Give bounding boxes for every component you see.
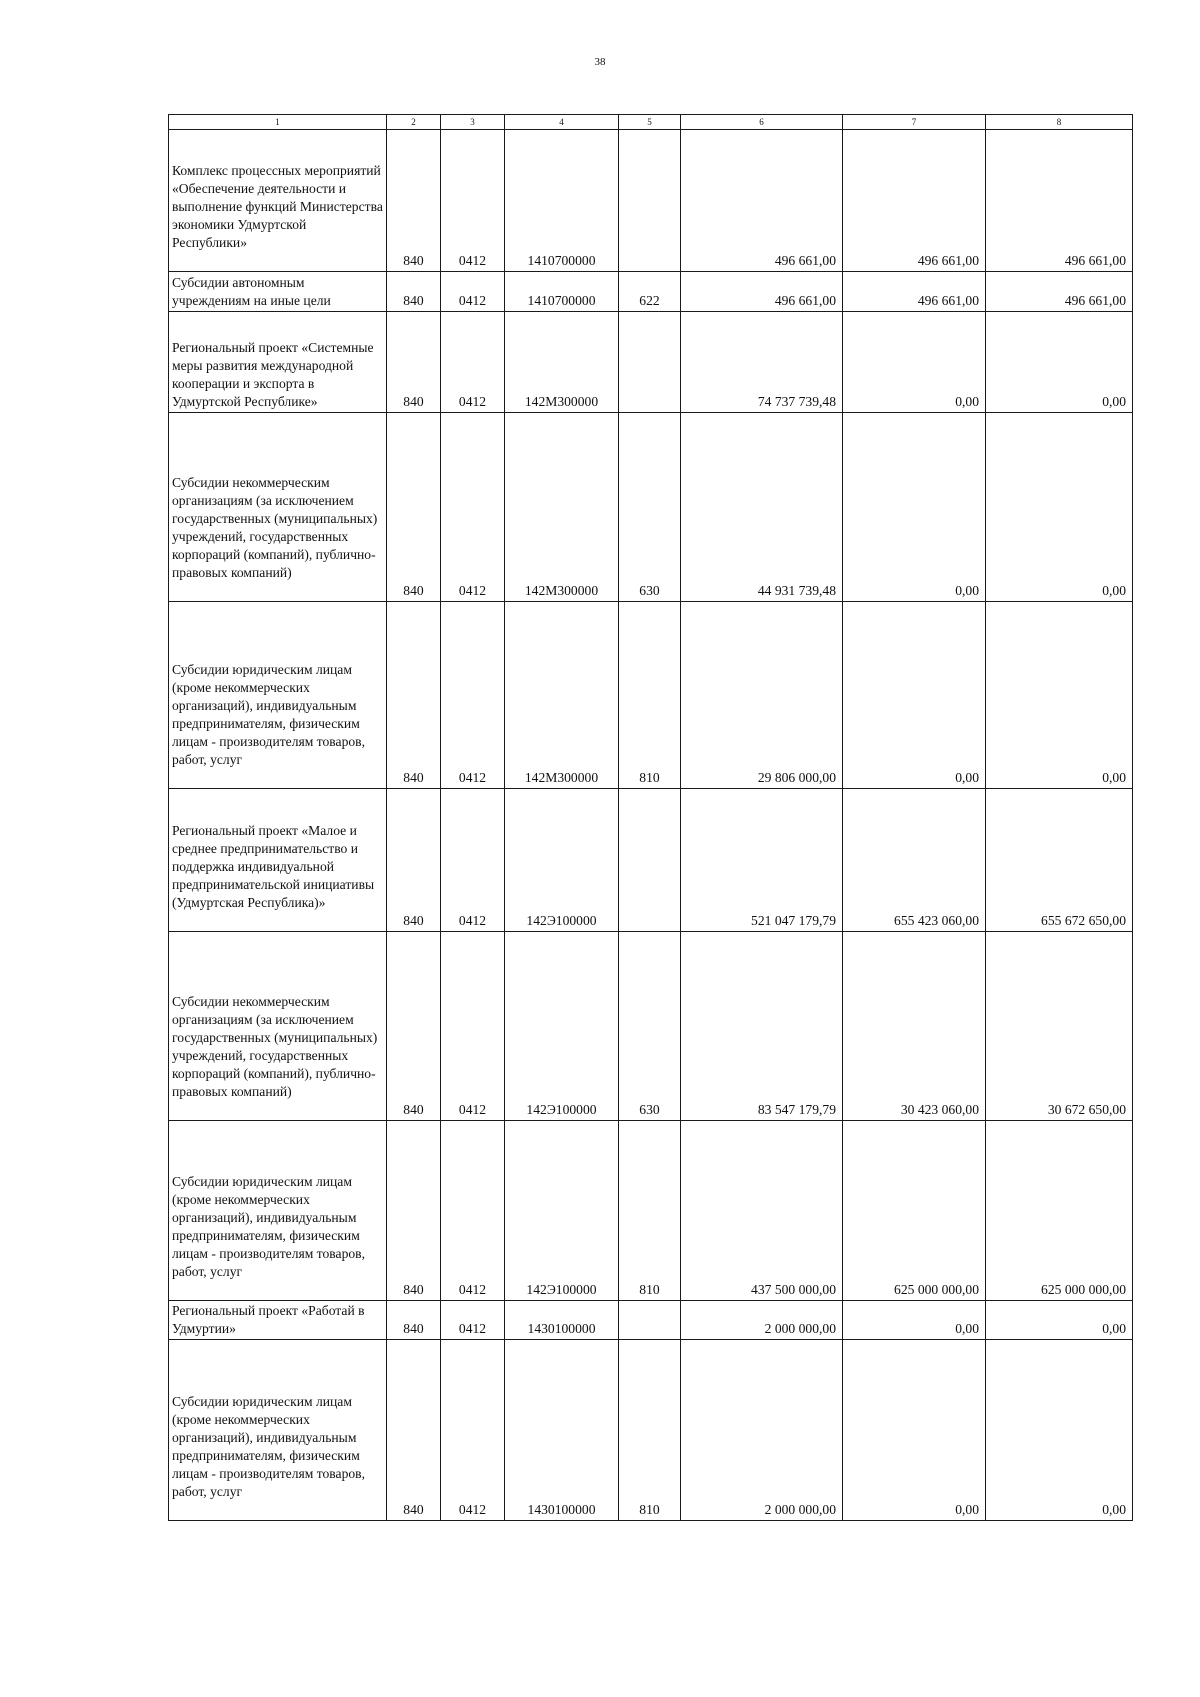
column-header: 5 bbox=[619, 115, 681, 130]
admin-code-cell: 840 bbox=[387, 130, 441, 272]
column-header: 8 bbox=[986, 115, 1133, 130]
target-code-cell: 1430100000 bbox=[505, 1340, 619, 1521]
section-code-cell: 0412 bbox=[441, 1121, 505, 1301]
section-code-cell: 0412 bbox=[441, 413, 505, 602]
admin-code-cell: 840 bbox=[387, 312, 441, 413]
row-name: Субсидии автономным учреждениям на иные цели bbox=[172, 275, 331, 308]
section-code-cell: 0412 bbox=[441, 932, 505, 1121]
expense-type-cell bbox=[619, 130, 681, 272]
column-header: 3 bbox=[441, 115, 505, 130]
row-name: Региональный проект «Малое и среднее предпринимательство и поддержка индивидуальной предпринимательской инициативы (Удмуртская Республика)» bbox=[172, 823, 375, 910]
section-code-cell: 0412 bbox=[441, 602, 505, 789]
row-name-cell bbox=[169, 932, 387, 1121]
page-number: 38 bbox=[594, 56, 606, 68]
target-code-cell: 142Э100000 bbox=[505, 932, 619, 1121]
amount-col7-cell: 625 000 000,00 bbox=[843, 1121, 986, 1301]
table-header bbox=[169, 115, 1133, 130]
amount-col8-cell: 30 672 650,00 bbox=[986, 932, 1133, 1121]
admin-code-cell: 840 bbox=[387, 602, 441, 789]
target-code-cell: 142M300000 bbox=[505, 312, 619, 413]
amount-col6-cell: 83 547 179,79 bbox=[681, 932, 843, 1121]
table-row bbox=[169, 1301, 1133, 1340]
amount-col6-cell: 437 500 000,00 bbox=[681, 1121, 843, 1301]
column-header: 2 bbox=[387, 115, 441, 130]
amount-col8-cell: 625 000 000,00 bbox=[986, 1121, 1133, 1301]
amount-col8-cell: 0,00 bbox=[986, 312, 1133, 413]
row-name-cell bbox=[169, 1340, 387, 1521]
row-name-cell bbox=[169, 130, 387, 272]
amount-col7-cell: 30 423 060,00 bbox=[843, 932, 986, 1121]
amount-col7-cell: 496 661,00 bbox=[843, 272, 986, 312]
table-row bbox=[169, 413, 1133, 602]
column-header: 1 bbox=[169, 115, 387, 130]
amount-col7-cell: 0,00 bbox=[843, 1340, 986, 1521]
column-number-row bbox=[169, 115, 1133, 130]
table-row bbox=[169, 312, 1133, 413]
amount-col6-cell: 44 931 739,48 bbox=[681, 413, 843, 602]
amount-col6-cell: 2 000 000,00 bbox=[681, 1340, 843, 1521]
row-name-cell bbox=[169, 413, 387, 602]
table-row bbox=[169, 1340, 1133, 1521]
admin-code-cell: 840 bbox=[387, 1340, 441, 1521]
row-name-cell bbox=[169, 312, 387, 413]
admin-code-cell: 840 bbox=[387, 1121, 441, 1301]
target-code-cell: 1410700000 bbox=[505, 272, 619, 312]
row-name: Региональный проект «Работай в Удмуртии» bbox=[172, 1303, 365, 1336]
amount-col6-cell: 521 047 179,79 bbox=[681, 789, 843, 932]
row-name: Региональный проект «Системные меры развития международной кооперации и экспорта в Удмуртской Республике» bbox=[172, 340, 374, 409]
row-name: Субсидии юридическим лицам (кроме некоммерческих организаций), индивидуальным предпринимателям, физическим лицам - производителям товаров, работ, услуг bbox=[172, 1174, 365, 1279]
amount-col7-cell: 655 423 060,00 bbox=[843, 789, 986, 932]
table-row bbox=[169, 932, 1133, 1121]
row-name: Субсидии некоммерческим организациям (за исключением государственных (муниципальных) учреждений, государственных корпораций (компаний), публично-правовых компаний) bbox=[172, 994, 378, 1099]
amount-col7-cell: 496 661,00 bbox=[843, 130, 986, 272]
expense-type-cell: 810 bbox=[619, 1340, 681, 1521]
expense-type-cell bbox=[619, 789, 681, 932]
admin-code-cell: 840 bbox=[387, 932, 441, 1121]
column-header: 4 bbox=[505, 115, 619, 130]
amount-col6-cell: 496 661,00 bbox=[681, 272, 843, 312]
amount-col8-cell: 0,00 bbox=[986, 1301, 1133, 1340]
expense-type-cell bbox=[619, 1301, 681, 1340]
section-code-cell: 0412 bbox=[441, 272, 505, 312]
table-row bbox=[169, 1121, 1133, 1301]
expense-type-cell: 630 bbox=[619, 932, 681, 1121]
row-name: Комплекс процессных мероприятий «Обеспечение деятельности и выполнение функций Министерства экономики Удмуртской Республики» bbox=[172, 163, 383, 250]
target-code-cell: 142M300000 bbox=[505, 413, 619, 602]
expense-type-cell: 622 bbox=[619, 272, 681, 312]
admin-code-cell: 840 bbox=[387, 789, 441, 932]
section-code-cell: 0412 bbox=[441, 789, 505, 932]
table-row bbox=[169, 272, 1133, 312]
amount-col8-cell: 0,00 bbox=[986, 1340, 1133, 1521]
amount-col6-cell: 496 661,00 bbox=[681, 130, 843, 272]
row-name-cell bbox=[169, 1301, 387, 1340]
row-name: Субсидии юридическим лицам (кроме некоммерческих организаций), индивидуальным предпринимателям, физическим лицам - производителям товаров, работ, услуг bbox=[172, 1394, 365, 1499]
row-name-cell bbox=[169, 789, 387, 932]
row-name-cell bbox=[169, 1121, 387, 1301]
amount-col8-cell: 496 661,00 bbox=[986, 272, 1133, 312]
column-header: 6 bbox=[681, 115, 843, 130]
row-name-cell bbox=[169, 602, 387, 789]
target-code-cell: 142Э100000 bbox=[505, 789, 619, 932]
table-row bbox=[169, 130, 1133, 272]
expense-type-cell bbox=[619, 312, 681, 413]
amount-col6-cell: 74 737 739,48 bbox=[681, 312, 843, 413]
section-code-cell: 0412 bbox=[441, 1301, 505, 1340]
row-name: Субсидии юридическим лицам (кроме некоммерческих организаций), индивидуальным предпринимателям, физическим лицам - производителям товаров, работ, услуг bbox=[172, 662, 365, 767]
amount-col8-cell: 0,00 bbox=[986, 602, 1133, 789]
amount-col6-cell: 29 806 000,00 bbox=[681, 602, 843, 789]
column-header: 7 bbox=[843, 115, 986, 130]
budget-table bbox=[168, 114, 1133, 1521]
expense-type-cell: 810 bbox=[619, 1121, 681, 1301]
section-code-cell: 0412 bbox=[441, 312, 505, 413]
section-code-cell: 0412 bbox=[441, 1340, 505, 1521]
admin-code-cell: 840 bbox=[387, 1301, 441, 1340]
expense-type-cell: 630 bbox=[619, 413, 681, 602]
table-row bbox=[169, 602, 1133, 789]
admin-code-cell: 840 bbox=[387, 413, 441, 602]
target-code-cell: 1430100000 bbox=[505, 1301, 619, 1340]
section-code-cell: 0412 bbox=[441, 130, 505, 272]
target-code-cell: 1410700000 bbox=[505, 130, 619, 272]
amount-col7-cell: 0,00 bbox=[843, 413, 986, 602]
amount-col8-cell: 0,00 bbox=[986, 413, 1133, 602]
row-name-cell bbox=[169, 272, 387, 312]
expense-type-cell: 810 bbox=[619, 602, 681, 789]
amount-col7-cell: 0,00 bbox=[843, 312, 986, 413]
amount-col7-cell: 0,00 bbox=[843, 602, 986, 789]
admin-code-cell: 840 bbox=[387, 272, 441, 312]
table-row bbox=[169, 789, 1133, 932]
target-code-cell: 142Э100000 bbox=[505, 1121, 619, 1301]
target-code-cell: 142M300000 bbox=[505, 602, 619, 789]
row-name: Субсидии некоммерческим организациям (за исключением государственных (муниципальных) учреждений, государственных корпораций (компаний), публично-правовых компаний) bbox=[172, 475, 378, 580]
amount-col8-cell: 496 661,00 bbox=[986, 130, 1133, 272]
amount-col7-cell: 0,00 bbox=[843, 1301, 986, 1340]
amount-col6-cell: 2 000 000,00 bbox=[681, 1301, 843, 1340]
amount-col8-cell: 655 672 650,00 bbox=[986, 789, 1133, 932]
